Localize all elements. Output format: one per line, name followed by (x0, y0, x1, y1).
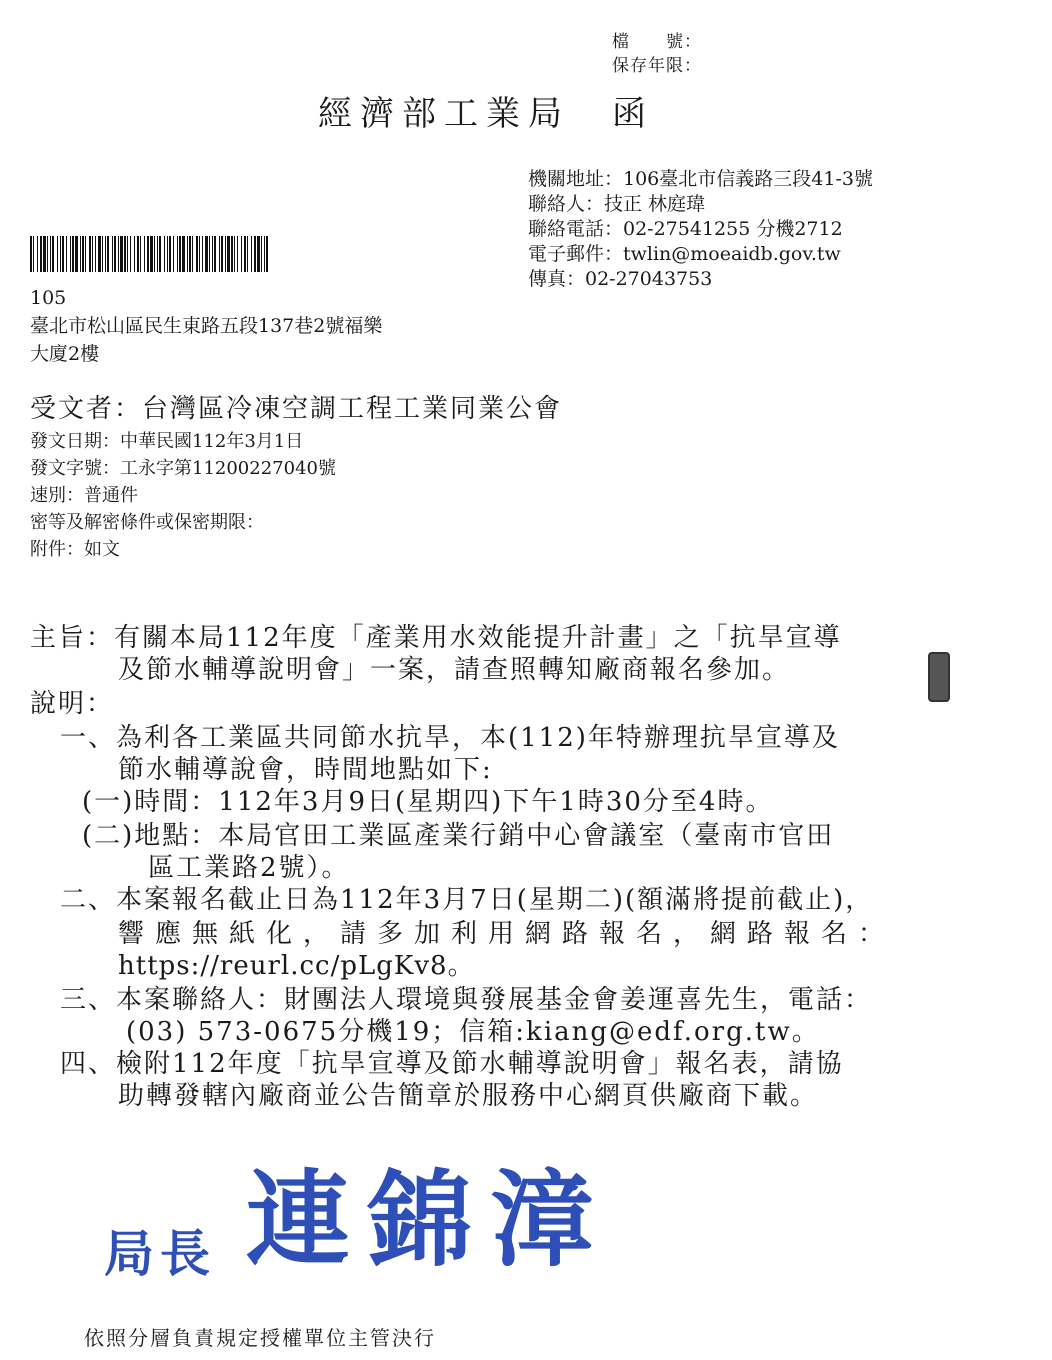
authorization-note: 依照分層負責規定授權單位主管決行 (84, 1326, 436, 1350)
item-4-line-1: 四、檢附112年度「抗旱宣導及節水輔導說明會」報名表，請協 (60, 1049, 844, 1079)
document-number: 發文字號：工永字第11200227040號 (30, 458, 336, 479)
explanation-label: 說明： (30, 689, 115, 719)
secrecy-level: 密等及解密條件或保密期限： (30, 512, 264, 533)
file-info (612, 30, 702, 78)
registration-link: https://reurl.cc/pLgKv8。 (118, 951, 475, 981)
contact-email: 電子郵件：twlin@moeaidb.gov.tw (528, 243, 841, 265)
contact-fax: 傳真：02-27043753 (528, 268, 713, 290)
item-1-location-line-1: (二)地點：本局官田工業區產業行銷中心會議室（臺南市官田 (82, 821, 835, 851)
item-3-line-1: 三、本案聯絡人：財團法人環境與發展基金會姜運喜先生，電話： (60, 985, 873, 1015)
contact-phone: 聯絡電話：02-27541255 分機2712 (528, 218, 843, 240)
recipient-address (30, 284, 382, 368)
contact-person: 聯絡人：技正 林庭瑋 (528, 193, 706, 215)
address-line-2: 大廈2樓 (30, 343, 100, 365)
sender-contact-block (528, 167, 873, 292)
margin-mark (928, 652, 950, 702)
item-2-line-2: 響應無紙化，請多加利用網路報名，網路報名： (118, 919, 896, 949)
signature-title: 局長 (104, 1224, 216, 1283)
item-1-time: (一)時間：112年3月9日(星期四)下午1時30分至4時。 (82, 787, 774, 817)
subject-line-2: 及節水輔導說明會」一案，請查照轉知廠商報名參加。 (118, 655, 791, 685)
item-1-location-line-2: 區工業路2號）。 (148, 853, 350, 883)
item-4-line-2: 助轉發轄內廠商並公告簡章於服務中心網頁供廠商下載。 (118, 1081, 819, 1111)
postal-code: 105 (30, 287, 67, 309)
item-3-line-2: (03) 573-0675分機19；信箱:kiang@edf.org.tw。 (126, 1017, 820, 1047)
attachment: 附件：如文 (30, 539, 120, 560)
signature-name: 連錦漳 (246, 1158, 613, 1281)
delivery-speed: 速別：普通件 (30, 485, 138, 506)
item-2-line-1: 二、本案報名截止日為112年3月7日(星期二)(額滿將提前截止)， (60, 885, 874, 915)
issue-date: 發文日期：中華民國112年3月1日 (30, 431, 304, 452)
item-1-line-2: 節水輔導說會，時間地點如下: (118, 755, 493, 785)
signature-stamp (104, 1136, 612, 1286)
barcode-bar (266, 236, 268, 272)
address-line-1: 臺北市松山區民生東路五段137巷2號福樂 (30, 315, 383, 337)
retention-period-label: 保存年限： (612, 56, 702, 76)
document-title: 經濟部工業局 函 (318, 94, 654, 134)
document-meta (30, 428, 336, 563)
barcode (30, 236, 270, 272)
recipient: 受文者：台灣區冷凍空調工程工業同業公會 (30, 394, 563, 424)
item-1-line-1: 一、為利各工業區共同節水抗旱，本(112)年特辦理抗旱宣導及 (60, 723, 840, 753)
subject-line-1: 主旨：有關本局112年度「產業用水效能提升計畫」之「抗旱宣導 (30, 623, 842, 653)
file-number-label: 檔 號： (612, 32, 702, 52)
agency-address: 機關地址：106臺北市信義路三段41-3號 (528, 168, 873, 190)
